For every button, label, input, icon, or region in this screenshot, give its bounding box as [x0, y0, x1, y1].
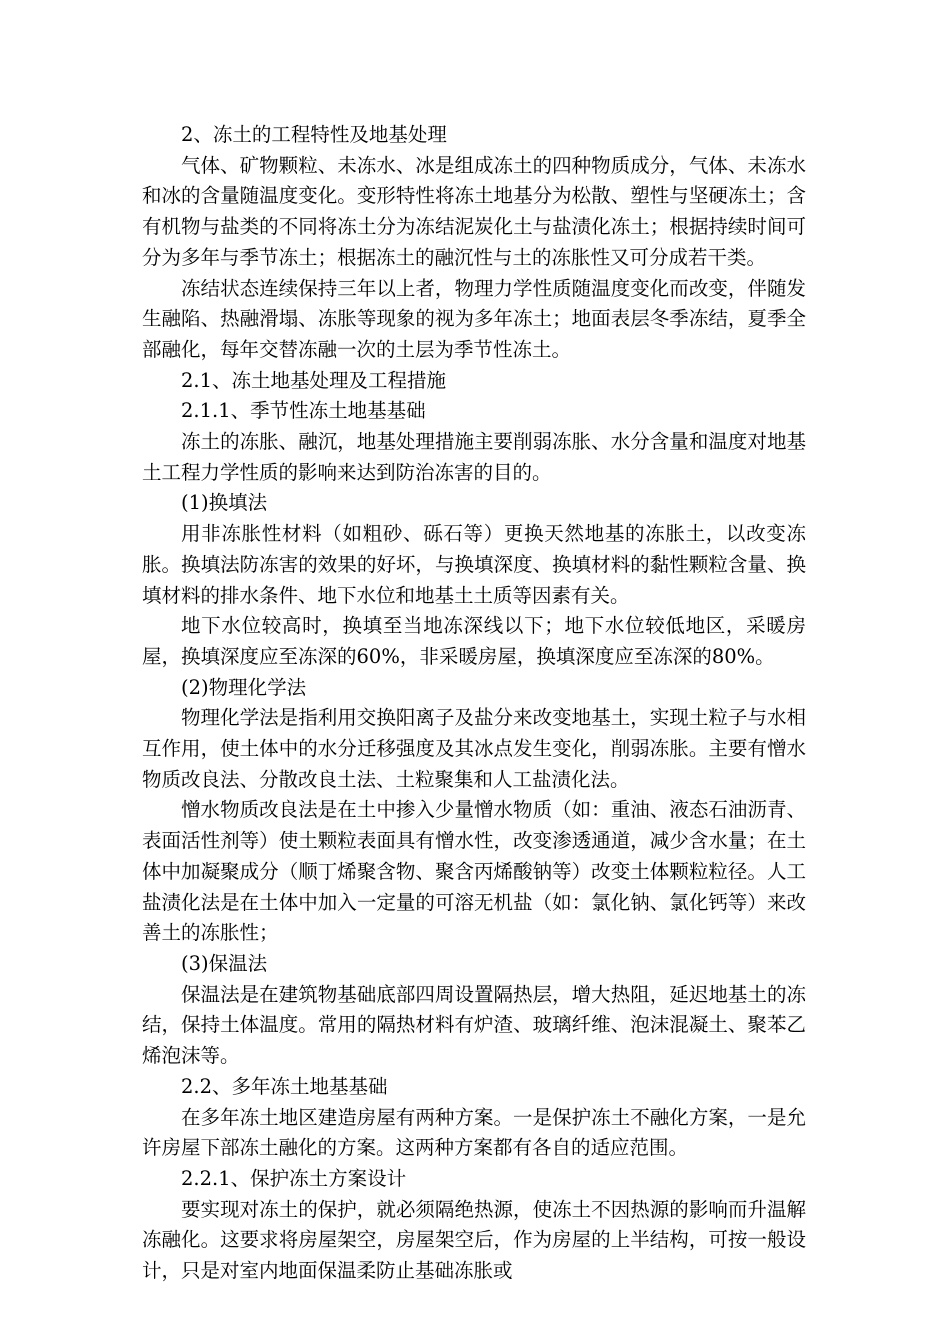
paragraph: 憎水物质改良法是在土中掺入少量憎水物质（如：重油、液态石油沥青、表面活性剂等）使土颗粒表面具有憎水性，改变渗透通道，减少含水量；在土体中加凝聚成分（顺丁烯聚含物、聚含丙烯酸钠等）改变土体颗粒粒径。人工盐渍化法是在土体中加入一定量的可溶无机盐（如：氯化钠、氯化钙等）来改善土的冻胀性； [142, 798, 806, 945]
method-heading: (2)物理化学法 [181, 675, 307, 699]
paragraph: 要实现对冻土的保护，就必须隔绝热源，使冻土不因热源的影响而升温解冻融化。这要求将房屋架空，房屋架空后，作为房屋的上半结构，可按一般设计，只是对室内地面保温柔防止基础冻胀或 [142, 1197, 806, 1283]
section-heading: 2.1、冻土地基处理及工程措施 [181, 368, 447, 392]
paragraph: 气体、矿物颗粒、未冻水、冰是组成冻土的四种物质成分，气体、未冻水和冰的含量随温度变化。变形特性将冻土地基分为松散、塑性与坚硬冻土；含有机物与盐类的不同将冻土分为冻结泥炭化土与盐渍化冻土；根据持续时间可分为多年与季节冻土；根据冻土的融沉性与土的冻胀性又可分成若干类。 [142, 153, 806, 269]
section-heading: 2.2、多年冻土地基基础 [181, 1074, 388, 1098]
paragraph: 保温法是在建筑物基础底部四周设置隔热层，增大热阻，延迟地基土的冻结，保持土体温度。常用的隔热材料有炉渣、玻璃纤维、泡沫混凝土、聚苯乙烯泡沫等。 [142, 982, 806, 1068]
paragraph: 冻结状态连续保持三年以上者，物理力学性质随温度变化而改变，伴随发生融陷、热融滑塌、冻胀等现象的视为多年冻土；地面表层冬季冻结，夏季全部融化，每年交替冻融一次的土层为季节性冻土。 [142, 276, 806, 361]
subsection-heading: 2.1.1、季节性冻土地基基础 [181, 399, 426, 423]
paragraph: 在多年冻土地区建造房屋有两种方案。一是保护冻土不融化方案，一是允许房屋下部冻土融化的方案。这两种方案都有各自的适应范围。 [142, 1105, 806, 1160]
method-heading: (1)换填法 [181, 491, 268, 515]
paragraph: 用非冻胀性材料（如粗砂、砾石等）更换天然地基的冻胀土，以改变冻胀。换填法防冻害的效果的好坏，与换填深度、换填材料的黏性颗粒含量、换填材料的排水条件、地下水位和地基土土质等因素有关。 [142, 522, 806, 607]
paragraph: 冻土的冻胀、融沉，地基处理措施主要削弱冻胀、水分含量和温度对地基土工程力学性质的影响来达到防治冻害的目的。 [142, 430, 806, 484]
method-heading: (3)保温法 [181, 951, 268, 975]
document-body [142, 120, 806, 1287]
paragraph: 地下水位较高时，换填至当地冻深线以下；地下水位较低地区，采暖房屋，换填深度应至冻深的60%，非采暖房屋，换填深度应至冻深的80%。 [142, 614, 806, 668]
paragraph: 物理化学法是指利用交换阳离子及盐分来改变地基土，实现土粒子与水相互作用，使土体中的水分迁移强度及其冰点发生变化，削弱冻胀。主要有憎水物质改良法、分散改良土法、土粒聚集和人工盐渍化法。 [142, 706, 806, 791]
section-heading: 2、冻土的工程特性及地基处理 [181, 123, 447, 146]
subsection-heading: 2.2.1、保护冻土方案设计 [181, 1166, 407, 1190]
